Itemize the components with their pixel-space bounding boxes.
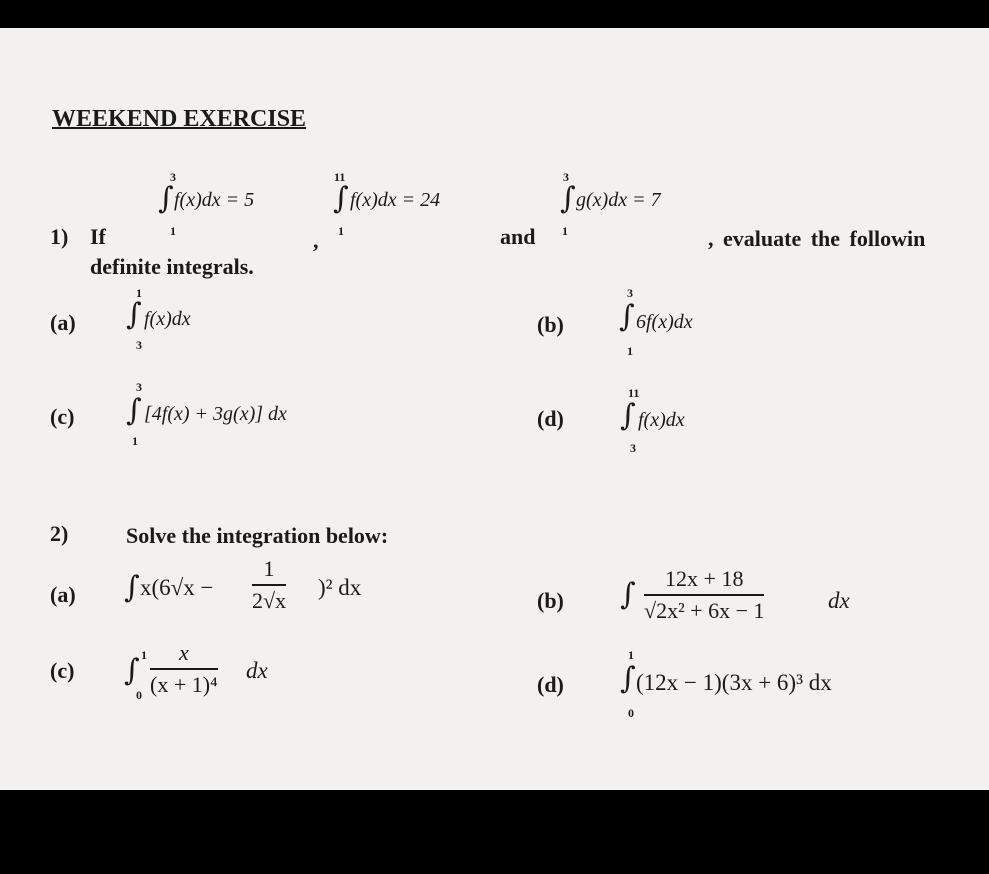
integral-sign-icon: ∫ bbox=[620, 577, 636, 612]
integral-sign-icon: ∫ bbox=[619, 299, 635, 334]
fraction-bar bbox=[150, 668, 218, 670]
integral-sign-icon: ∫ bbox=[124, 653, 140, 688]
integral-sign-icon: ∫ bbox=[158, 181, 174, 216]
q1c-upper-limit: 3 bbox=[136, 380, 142, 394]
q2c-upper-limit: 1 bbox=[141, 648, 147, 662]
and-word: and bbox=[500, 224, 536, 249]
given1-lower-limit: 1 bbox=[170, 224, 176, 238]
q1-if-label: If bbox=[90, 224, 106, 249]
q2-instruction: Solve the integration below: bbox=[126, 523, 389, 548]
given3-lower-limit: 1 bbox=[562, 224, 568, 238]
q2b-numerator: 12x + 18 bbox=[665, 566, 744, 591]
top-black-bar bbox=[0, 0, 989, 28]
q1a-label: (a) bbox=[50, 310, 76, 335]
q2c-label: (c) bbox=[50, 658, 75, 683]
given1-integrand: f(x)dx = 5 bbox=[174, 189, 255, 211]
q1b-label: (b) bbox=[537, 312, 564, 337]
integral-sign-icon: ∫ bbox=[126, 393, 142, 428]
q2d-expression: (12x − 1)(3x + 6)³ dx bbox=[636, 670, 832, 695]
q2d-lower-limit: 0 bbox=[628, 706, 634, 720]
q2c-numerator: x bbox=[178, 640, 189, 665]
given3-upper-limit: 3 bbox=[563, 170, 569, 184]
given1-upper-limit: 3 bbox=[170, 170, 176, 184]
q1-tail-text: , evaluate the followin bbox=[708, 226, 926, 251]
integral-sign-icon: ∫ bbox=[560, 181, 576, 216]
q2a-expression-end: )² dx bbox=[318, 575, 362, 600]
q1d-upper-limit: 11 bbox=[628, 386, 640, 400]
q2c-lower-limit: 0 bbox=[136, 688, 142, 702]
given3-integrand: g(x)dx = 7 bbox=[576, 189, 661, 211]
given2-integrand: f(x)dx = 24 bbox=[350, 189, 441, 211]
q1-line2: definite integrals. bbox=[90, 254, 254, 279]
q1a-lower-limit: 3 bbox=[136, 338, 142, 352]
q2b-denominator: √2x² + 6x − 1 bbox=[644, 597, 765, 623]
q1b-upper-limit: 3 bbox=[627, 286, 633, 300]
q2c-denominator: (x + 1)⁴ bbox=[150, 671, 218, 697]
fraction-bar bbox=[252, 584, 286, 586]
q1c-lower-limit: 1 bbox=[132, 434, 138, 448]
fraction-bar bbox=[644, 594, 764, 596]
integral-sign-icon: ∫ bbox=[126, 297, 142, 332]
integral-sign-icon: ∫ bbox=[124, 570, 140, 605]
q1b-expression: 6f(x)dx bbox=[636, 311, 693, 333]
given2-lower-limit: 1 bbox=[338, 224, 344, 238]
q2a-denominator: 2√x bbox=[252, 587, 287, 613]
q2b-dx: dx bbox=[828, 588, 850, 613]
q1c-expression: [4f(x) + 3g(x)] dx bbox=[144, 403, 287, 425]
q2-number: 2) bbox=[50, 521, 69, 546]
q2a-fraction bbox=[252, 556, 286, 614]
q2a-label: (a) bbox=[50, 582, 76, 607]
q2a-numerator: 1 bbox=[263, 556, 275, 581]
integral-sign-icon: ∫ bbox=[620, 661, 636, 696]
q2d-upper-limit: 1 bbox=[628, 648, 634, 662]
q1a-upper-limit: 1 bbox=[136, 286, 142, 300]
q2b-fraction bbox=[644, 566, 764, 624]
q2c-fraction bbox=[150, 640, 218, 698]
q2a-expression-start: x(6√x − bbox=[140, 575, 214, 600]
q2b-label: (b) bbox=[537, 588, 564, 613]
q1d-label: (d) bbox=[537, 406, 564, 431]
q1a-expression: f(x)dx bbox=[144, 308, 191, 330]
q2c-dx: dx bbox=[246, 658, 268, 683]
q2d-label: (d) bbox=[537, 672, 564, 697]
q1-number: 1) bbox=[50, 224, 69, 249]
bottom-black-bar bbox=[0, 790, 989, 874]
q1c-label: (c) bbox=[50, 404, 75, 429]
integral-sign-icon: ∫ bbox=[333, 181, 349, 216]
given-comma: , bbox=[313, 228, 319, 253]
q1d-expression: f(x)dx bbox=[638, 409, 685, 431]
worksheet-page bbox=[0, 28, 989, 790]
integral-sign-icon: ∫ bbox=[620, 398, 636, 433]
page-heading: WEEKEND EXERCISE bbox=[52, 106, 307, 132]
q1b-lower-limit: 1 bbox=[627, 344, 633, 358]
given2-upper-limit: 11 bbox=[334, 170, 346, 184]
q1d-lower-limit: 3 bbox=[630, 441, 636, 455]
